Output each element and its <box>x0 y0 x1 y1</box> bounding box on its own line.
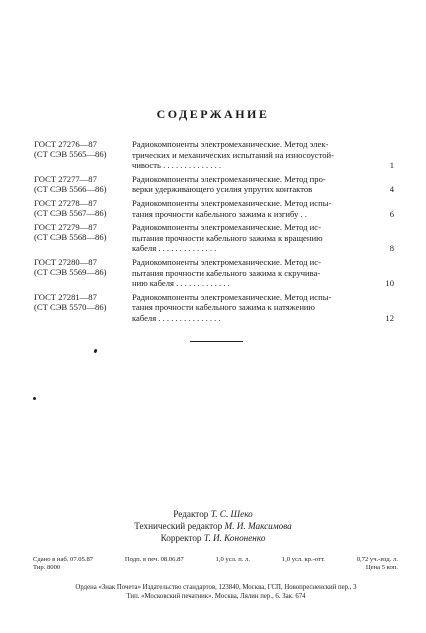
imprint-field: 1,0 усл. кр.-отт. <box>281 556 325 563</box>
description-line: нию кабеля . . . . . . . . . . . . . <box>132 278 230 289</box>
page-title: СОДЕРЖАНИЕ <box>156 107 270 121</box>
description-line: Радиокомпоненты электромеханические. Метод испы- <box>132 291 332 302</box>
credits-block <box>0 508 426 545</box>
page-number-value: 10 <box>385 278 394 289</box>
publisher-line: Ордена «Знак Почета» Издательство стандартов, 123840, Москва, ГСП, Новопресненский пер., 3 <box>75 584 357 591</box>
imprint-field: Подп. в печ. 08.06.87 <box>124 556 184 563</box>
st-sev-number: (СТ СЭВ 5567—86) <box>34 207 107 218</box>
standard-code <box>34 198 132 219</box>
standard-code <box>34 257 132 289</box>
gost-number: ГОСТ 27280—87 <box>34 256 97 267</box>
description-line: тания прочности кабельного зажима к изгибу . . <box>132 208 307 219</box>
page-number-value: 4 <box>389 184 394 195</box>
standard-code <box>34 222 132 254</box>
standard-code <box>34 292 132 324</box>
description-line: пытания прочности кабельного зажима к скручива- <box>132 267 321 278</box>
entry-description <box>132 292 372 324</box>
section-divider <box>190 341 243 342</box>
imprint-line <box>33 556 398 564</box>
toc-entry <box>34 198 394 219</box>
toc-entry <box>34 174 394 195</box>
gost-number: ГОСТ 27279—87 <box>34 222 97 233</box>
proofreader-line <box>0 532 426 544</box>
proofreader-label: Корректор <box>160 533 202 544</box>
publisher-footer <box>18 584 414 601</box>
toc-entry <box>34 139 394 171</box>
page-number <box>372 139 394 171</box>
st-sev-number: (СТ СЭВ 5568—86) <box>34 232 107 243</box>
st-sev-number: (СТ СЭВ 5566—86) <box>34 183 107 194</box>
description-line: трических и механических испытаний на износоустой- <box>132 149 334 160</box>
page-number-value: 12 <box>385 312 394 323</box>
standard-code <box>34 139 132 171</box>
imprint-field: Сдано в наб. 07.05.87 <box>33 556 94 563</box>
toc-entry <box>34 222 394 254</box>
description-line: Радиокомпоненты электромеханические. Метод про- <box>132 173 326 184</box>
description-line: чивость . . . . . . . . . . . . . . <box>132 160 222 171</box>
st-sev-number: (СТ СЭВ 5570—86) <box>34 301 107 312</box>
description-line: кабеля . . . . . . . . . . . . . . <box>132 243 217 254</box>
st-sev-number: (СТ СЭВ 5565—86) <box>34 149 107 159</box>
imprint-field: 0,72 уч.-изд. л. <box>356 556 398 563</box>
page-number <box>372 257 394 289</box>
page-number <box>372 222 394 254</box>
proofreader-name: Т. И. Кононенко <box>203 533 266 544</box>
entry-description <box>132 174 372 195</box>
editor-label: Редактор <box>173 509 209 519</box>
description-line: Радиокомпоненты электромеханические. Метод ис- <box>132 256 321 267</box>
gost-number: ГОСТ 27277—87 <box>34 173 97 184</box>
entry-description <box>132 222 372 254</box>
page-number <box>372 198 394 219</box>
gost-number: ГОСТ 27278—87 <box>34 197 97 208</box>
standard-code <box>34 174 132 195</box>
ink-speck <box>93 349 97 354</box>
description-line: тания прочности кабельного зажима к натяжению <box>132 302 315 313</box>
gost-number: ГОСТ 27276—87 <box>34 139 97 149</box>
page-number-value: 6 <box>389 208 394 219</box>
tech-editor-line <box>0 520 426 532</box>
page-number-value: 8 <box>389 243 394 254</box>
description-line: пытания прочности кабельного зажима к вращению <box>132 232 323 243</box>
description-line: Радиокомпоненты электромеханические. Метод элек- <box>132 139 329 149</box>
page-number-value: 1 <box>389 160 394 171</box>
description-line: Радиокомпоненты электромеханические. Метод испы- <box>132 197 332 208</box>
entry-description <box>132 257 372 289</box>
toc-entry <box>34 292 394 324</box>
description-line: верки удерживающего усилия упругих контактов <box>132 184 313 195</box>
imprint-block <box>33 556 398 572</box>
editor-line <box>0 508 426 520</box>
gost-number: ГОСТ 27281—87 <box>34 291 97 302</box>
editor-name: Т. С. Шеко <box>210 509 253 519</box>
description-line: кабеля . . . . . . . . . . . . . . . <box>132 312 221 323</box>
entry-description <box>132 198 372 219</box>
entry-description <box>132 139 372 171</box>
st-sev-number: (СТ СЭВ 5569—86) <box>34 266 107 277</box>
table-of-contents <box>34 139 394 327</box>
toc-entry <box>34 257 394 289</box>
description-line: Радиокомпоненты электромеханические. Метод ис- <box>132 222 321 233</box>
ink-speck <box>33 397 36 400</box>
imprint-field: 1,0 усл. п. л. <box>215 556 250 563</box>
page-number <box>372 292 394 324</box>
price: Цена 5 коп. <box>365 564 398 572</box>
printer-line: Тип. «Московский печатник». Москва, Лялин пер., 6. Зак. 674 <box>126 592 306 600</box>
page-number <box>372 174 394 195</box>
tech-editor-label: Технический редактор <box>134 521 223 532</box>
print-run: Тир. 8000 <box>33 564 61 572</box>
tech-editor-name: М. И. Максимова <box>224 521 292 532</box>
imprint-line <box>33 564 398 572</box>
